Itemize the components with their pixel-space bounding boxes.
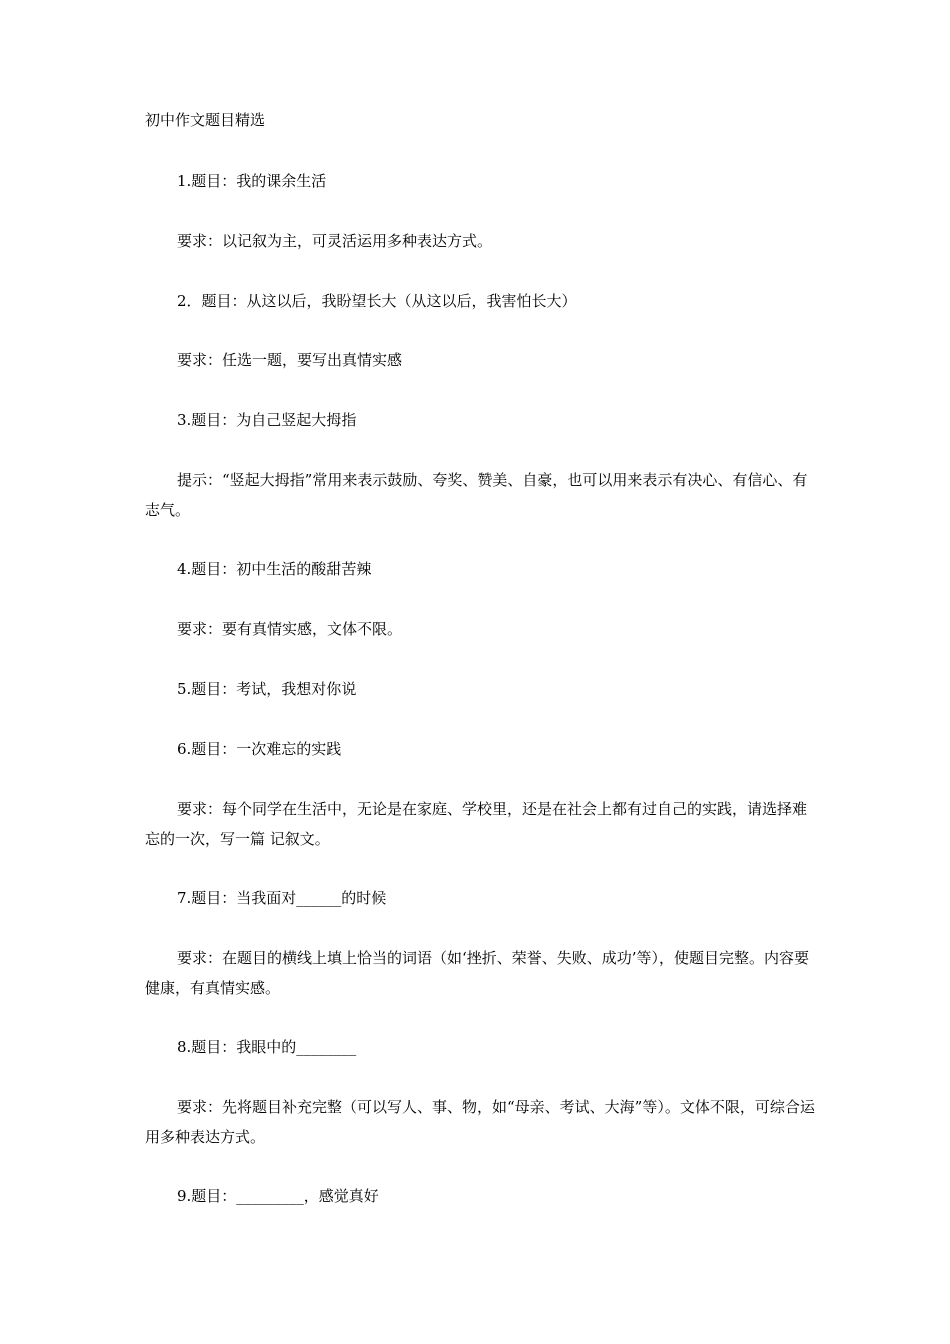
requirement-2: 要求：任选一题，要写出真情实感 [177, 351, 403, 369]
hint-3: 提示：“竖起大拇指”常用来表示鼓励、夸奖、赞美、自豪，也可以用来表示有决心、有信心、有志气。 [145, 471, 808, 519]
topic-2: 2．题目：从这以后，我盼望长大（从这以后，我害怕长大） [177, 292, 577, 310]
document-title: 初中作文题目精选 [145, 111, 266, 129]
topic-4: 4.题目：初中生活的酸甜苦辣 [177, 560, 372, 578]
topic-3: 3.题目：为自己竖起大拇指 [177, 411, 357, 429]
requirement-4: 要求：要有真情实感，文体不限。 [177, 620, 403, 638]
topic-1: 1.题目：我的课余生活 [177, 172, 327, 190]
topic-6: 6.题目：一次难忘的实践 [177, 740, 342, 758]
topic-8: 8.题目：我眼中的________ [177, 1038, 357, 1056]
requirement-1: 要求：以记叙为主，可灵活运用多种表达方式。 [177, 232, 493, 250]
topic-9: 9.题目：_________，感觉真好 [177, 1187, 379, 1205]
requirement-7: 要求：在题目的横线上填上恰当的词语（如‘挫折、荣誉、失败、成功’等），使题目完整。内容要健康，有真情实感。 [145, 949, 810, 997]
requirement-8: 要求：先将题目补充完整（可以写人、事、物，如“母亲、考试、大海”等）。文体不限，可综合运用多种表达方式。 [145, 1098, 815, 1146]
topic-7: 7.题目：当我面对______的时候 [177, 889, 387, 907]
topic-5: 5.题目：考试，我想对你说 [177, 680, 357, 698]
requirement-6: 要求：每个同学在生活中，无论是在家庭、学校里，还是在社会上都有过自己的实践，请选择难忘的一次，写一篇 记叙文。 [145, 800, 808, 848]
